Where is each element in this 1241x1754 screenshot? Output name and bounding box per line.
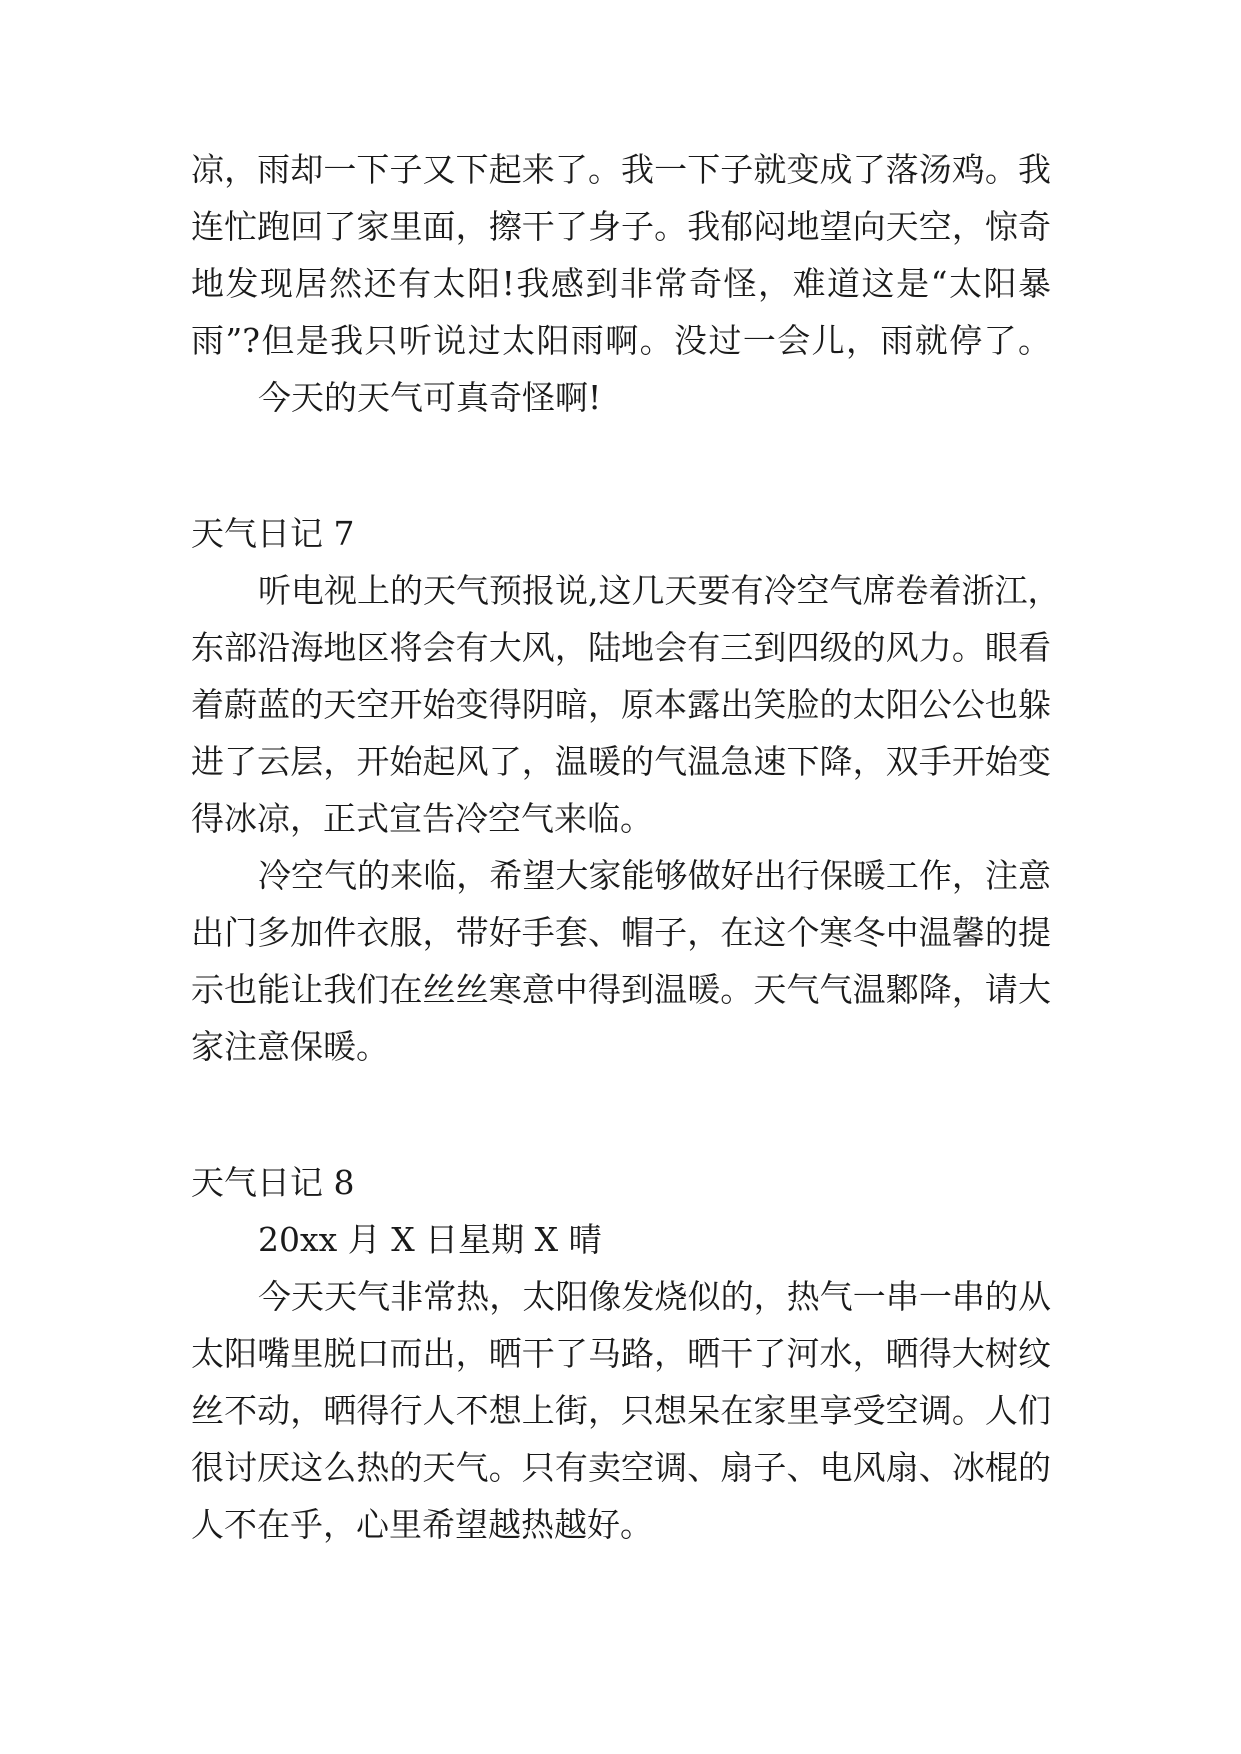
text-line: 得冰凉，正式宣告冷空气来临。: [191, 799, 653, 838]
text-line: 很讨厌这么热的天气。只有卖空调、扇子、电风扇、冰棍的: [191, 1448, 1051, 1487]
text-line: 家注意保暖。: [191, 1027, 389, 1066]
text-line: 出门多加件衣服，带好手套、帽子，在这个寒冬中温馨的提: [191, 913, 1051, 952]
text-line: 进了云层，开始起风了，温暖的气温急速下降，双手开始变: [191, 742, 1051, 781]
text-line: 着蔚蓝的天空开始变得阴暗，原本露出笑脸的太阳公公也躲: [191, 685, 1051, 724]
text-line: 今天天气非常热，太阳像发烧似的，热气一串一串的从: [258, 1277, 1051, 1316]
text-line: 凉，雨却一下子又下起来了。我一下子就变成了落汤鸡。我: [191, 150, 1051, 189]
text-line: 雨”?但是我只听说过太阳雨啊。没过一会儿，雨就停了。: [191, 321, 1051, 360]
text-line: 东部沿海地区将会有大风，陆地会有三到四级的风力。眼看: [191, 628, 1051, 667]
text-line: 示也能让我们在丝丝寒意中得到温暖。天气气温鄹降，请大: [191, 970, 1051, 1009]
text-line: 今天的天气可真奇怪啊!: [258, 378, 602, 417]
section-heading: 天气日记 7: [191, 514, 355, 553]
text-line: 人不在乎，心里希望越热越好。: [191, 1505, 653, 1544]
text-line: 听电视上的天气预报说,这几天要有冷空气席卷着浙江，: [258, 571, 1061, 610]
text-line: 连忙跑回了家里面，擦干了身子。我郁闷地望向天空，惊奇: [191, 207, 1051, 246]
text-line: 太阳嘴里脱口而出，晒干了马路，晒干了河水，晒得大树纹: [191, 1334, 1051, 1373]
section-heading: 天气日记 8: [191, 1163, 355, 1202]
text-line: 地发现居然还有太阳!我感到非常奇怪，难道这是“太阳暴: [191, 264, 1051, 303]
text-line: 丝不动，晒得行人不想上街，只想呆在家里享受空调。人们: [191, 1391, 1051, 1430]
text-line: 冷空气的来临，希望大家能够做好出行保暖工作，注意: [258, 856, 1051, 895]
date-line: 20xx 月 X 日星期 X 晴: [258, 1220, 602, 1259]
